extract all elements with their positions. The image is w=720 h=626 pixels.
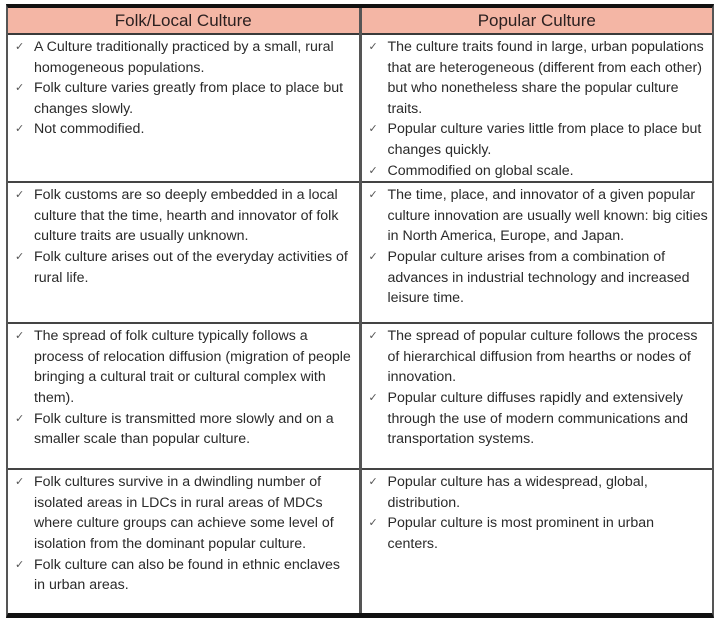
checkmark-icon: ✓ bbox=[368, 250, 378, 263]
list-item: ✓ Folk culture can also be found in ethnic enclaves in urban areas. bbox=[15, 556, 341, 594]
list-item: ✓ Popular culture diffuses rapidly and extensively through the use of modern communications and transportation systems. bbox=[368, 389, 688, 448]
list-item: ✓ Popular culture varies little from place to place but changes quickly. bbox=[368, 121, 702, 158]
checkmark-icon: ✓ bbox=[15, 476, 25, 489]
folk-cell bbox=[8, 323, 360, 469]
checkmark-icon: ✓ bbox=[368, 164, 378, 177]
list-item: ✓ The time, place, and innovator of a given popular culture innovation are usually well known: big cities in North America, Europe, and Japan. bbox=[368, 187, 708, 245]
checkmark-icon: ✓ bbox=[15, 82, 25, 95]
header-folk-culture: Folk/Local Culture bbox=[8, 8, 360, 34]
checkmark-icon: ✓ bbox=[15, 250, 25, 263]
popular-cell bbox=[360, 323, 712, 469]
list-item: ✓ Popular culture has a widespread, global, distribution. bbox=[368, 474, 648, 511]
table-row bbox=[8, 469, 712, 613]
list-item: ✓ Popular culture arises from a combination of advances in industrial technology and increased leisure time. bbox=[368, 248, 690, 307]
list-item: ✓ Popular culture is most prominent in urban centers. bbox=[368, 515, 655, 552]
list-item: ✓ The culture traits found in large, urban populations that are heterogeneous (different from each other) but who nonetheless share the popular culture traits. bbox=[368, 39, 704, 117]
list-item: ✓ Not commodified. bbox=[12, 119, 355, 140]
checkmark-icon: ✓ bbox=[368, 189, 378, 202]
list-item: ✓ Folk culture is transmitted more slowly and on a smaller scale than popular culture. bbox=[15, 410, 334, 448]
checkmark-icon: ✓ bbox=[15, 558, 25, 571]
popular-cell bbox=[360, 469, 712, 613]
checkmark-icon: ✓ bbox=[368, 517, 378, 530]
checkmark-icon: ✓ bbox=[368, 476, 378, 489]
checkmark-icon: ✓ bbox=[15, 330, 25, 343]
popular-cell bbox=[360, 34, 712, 182]
list-item: ✓ Folk culture varies greatly from place to place but changes slowly. bbox=[15, 80, 344, 117]
table-row bbox=[8, 34, 712, 182]
popular-cell bbox=[360, 182, 712, 323]
folk-cell bbox=[8, 182, 360, 323]
list-item: ✓ Folk customs are so deeply embedded in a local culture that the time, hearth and innovator of folk culture traits are usually unknown. bbox=[15, 187, 339, 245]
list-item: ✓ The spread of folk culture typically follows a process of relocation diffusion (migration of people bringing a cultural trait or cultural complex with them). bbox=[15, 328, 351, 406]
checkmark-icon: ✓ bbox=[15, 123, 25, 136]
folk-cell bbox=[8, 34, 360, 182]
checkmark-icon: ✓ bbox=[368, 123, 378, 136]
checkmark-icon: ✓ bbox=[368, 330, 378, 343]
header-popular-culture: Popular Culture bbox=[360, 8, 712, 34]
list-item: ✓ Folk cultures survive in a dwindling number of isolated areas in LDCs in rural areas of MDCs where culture groups can achieve some level of isolation from the dominant popular culture. bbox=[15, 474, 334, 552]
folk-vs-popular-table bbox=[8, 8, 712, 613]
checkmark-icon: ✓ bbox=[15, 412, 25, 425]
list-item: ✓ Folk culture arises out of the everyday activities of rural life. bbox=[15, 248, 348, 286]
comparison-table-frame bbox=[6, 4, 714, 618]
list-item: ✓ A Culture traditionally practiced by a small, rural homogeneous populations. bbox=[15, 39, 334, 76]
table-row bbox=[8, 182, 712, 323]
checkmark-icon: ✓ bbox=[15, 41, 25, 53]
checkmark-icon: ✓ bbox=[15, 189, 25, 202]
header-row bbox=[8, 8, 712, 34]
checkmark-icon: ✓ bbox=[368, 41, 378, 53]
list-item: ✓ Commodified on global scale. bbox=[366, 161, 709, 182]
checkmark-icon: ✓ bbox=[368, 391, 378, 404]
table-row bbox=[8, 323, 712, 469]
folk-cell bbox=[8, 469, 360, 613]
list-item: ✓ The spread of popular culture follows the process of hierarchical diffusion from hearths or nodes of innovation. bbox=[368, 328, 698, 386]
